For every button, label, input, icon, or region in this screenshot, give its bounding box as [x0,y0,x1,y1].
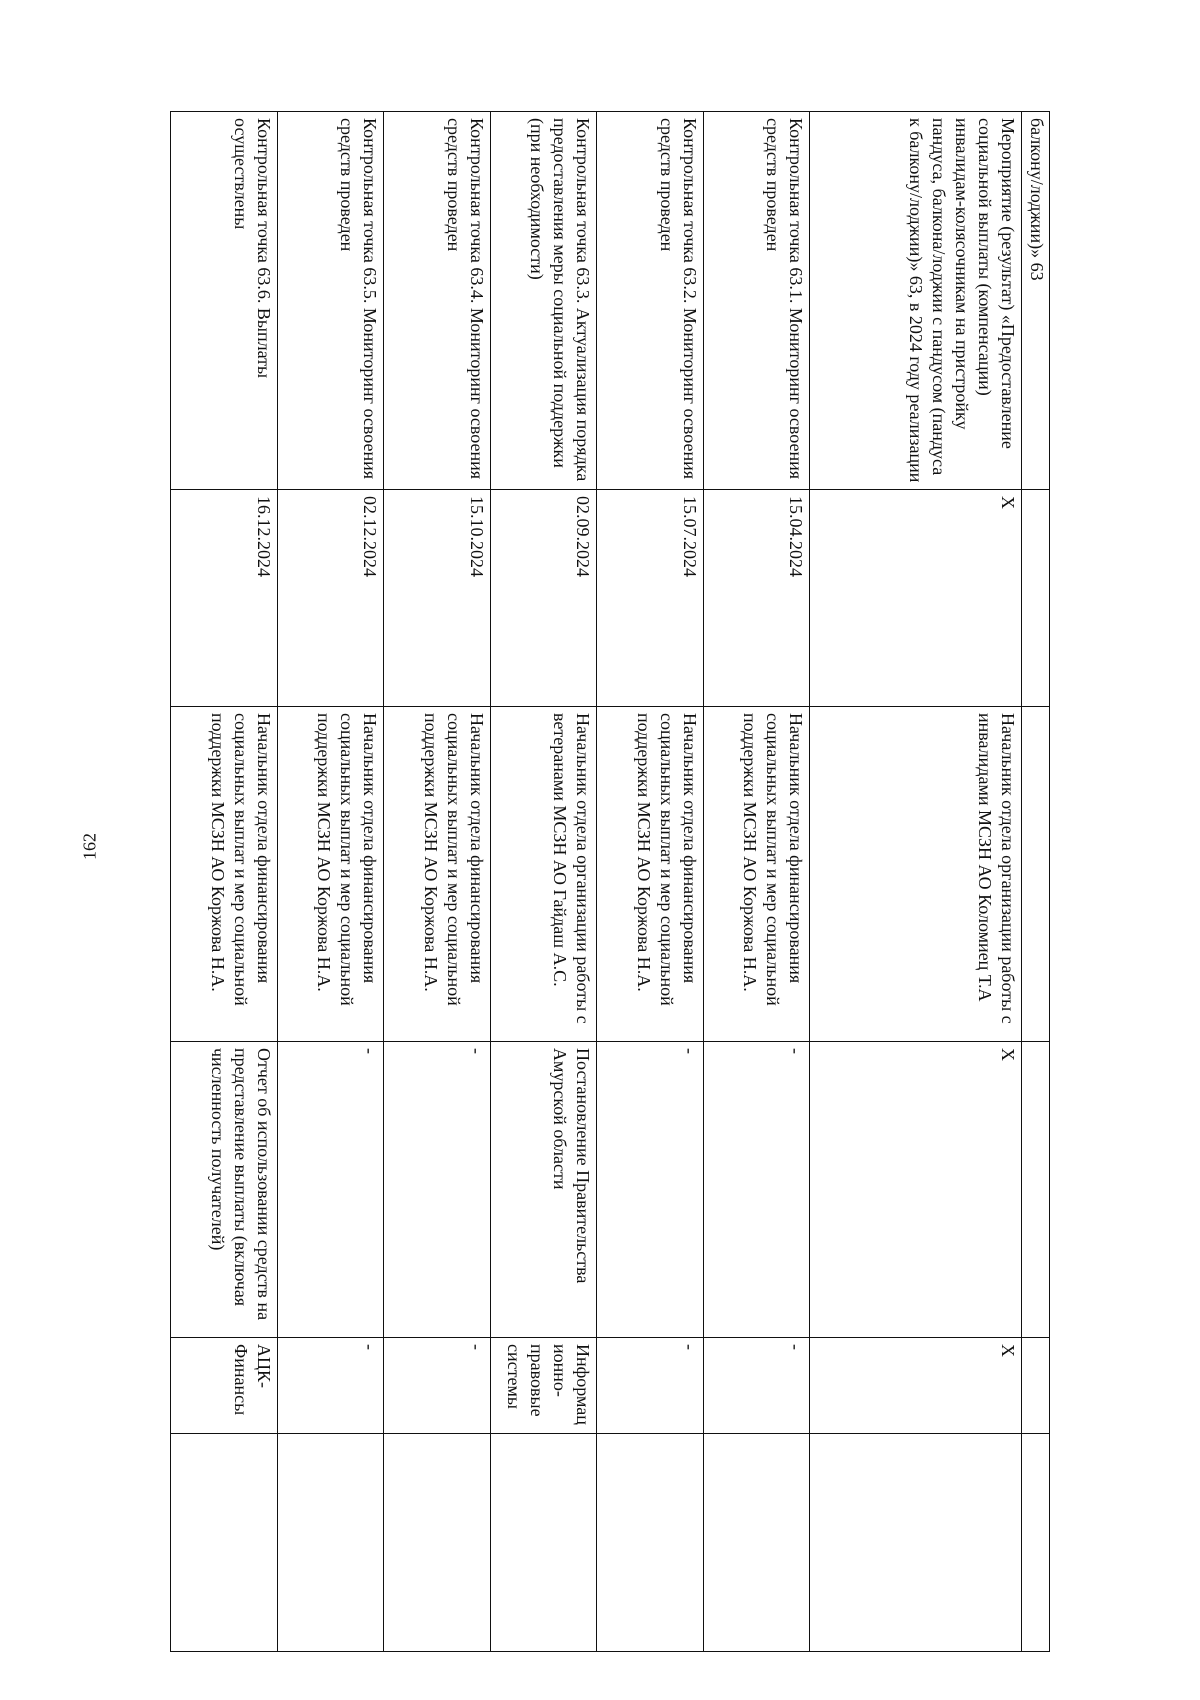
rotated-table-container [170,111,1050,1651]
info-system-cell: - [703,1338,810,1434]
document-cell: - [703,1042,810,1338]
empty-cell [1022,707,1050,1042]
info-system-cell: - [384,1338,491,1434]
info-system-cell: X [810,1338,1022,1434]
table-row [597,112,704,1652]
date-cell: 15.10.2024 [384,490,491,707]
table-row-header-fragment [1022,112,1050,1652]
empty-cell [277,1434,384,1652]
responsible-cell: Начальник отдела финансирования социальных выплат и мер социальной поддержки МСЗН АО Коржова Н.А. [171,707,278,1042]
responsible-cell: Начальник отдела организации работы с ветеранами МСЗН АО Гайдаш А.С. [490,707,597,1042]
responsible-cell: Начальник отдела организации работы с инвалидами МСЗН АО Коломиец Т.А [810,707,1022,1042]
item-cell: Контрольная точка 63.1. Мониторинг освоения средств проведен [703,112,810,490]
item-cell: Контрольная точка 63.4. Мониторинг освоения средств проведен [384,112,491,490]
empty-cell [1022,1042,1050,1338]
table-row [703,112,810,1652]
empty-cell [1022,1434,1050,1652]
responsible-cell: Начальник отдела финансирования социальных выплат и мер социальной поддержки МСЗН АО Коржова Н.А. [703,707,810,1042]
date-cell: 16.12.2024 [171,490,278,707]
info-system-cell: - [277,1338,384,1434]
item-cell: Контрольная точка 63.6. Выплаты осуществлены [171,112,278,490]
item-cell: Контрольная точка 63.3. Актуализация порядка предоставления меры социальной поддержки (при необходимости) [490,112,597,490]
info-system-cell: Информационно-правовые системы [490,1338,597,1434]
header-fragment-cell: балкону/лоджии)» 63 [1022,112,1050,490]
table-row [384,112,491,1652]
date-cell: 15.04.2024 [703,490,810,707]
date-cell: 02.09.2024 [490,490,597,707]
table-row [810,112,1022,1652]
empty-cell [384,1434,491,1652]
responsible-cell: Начальник отдела финансирования социальных выплат и мер социальной поддержки МСЗН АО Коржова Н.А. [384,707,491,1042]
empty-cell [810,1434,1022,1652]
date-cell: 02.12.2024 [277,490,384,707]
info-system-cell: - [597,1338,704,1434]
date-cell: X [810,490,1022,707]
info-system-cell: АЦК-Финансы [171,1338,278,1434]
control-points-table [170,111,1050,1652]
responsible-cell: Начальник отдела финансирования социальных выплат и мер социальной поддержки МСЗН АО Коржова Н.А. [277,707,384,1042]
table-row [277,112,384,1652]
document-cell: - [597,1042,704,1338]
document-cell: X [810,1042,1022,1338]
responsible-cell: Начальник отдела финансирования социальных выплат и мер социальной поддержки МСЗН АО Коржова Н.А. [597,707,704,1042]
page-number: 162 [79,833,100,860]
date-cell: 15.07.2024 [597,490,704,707]
empty-cell [490,1434,597,1652]
item-cell: Контрольная точка 63.5. Мониторинг освоения средств проведен [277,112,384,490]
document-cell: - [277,1042,384,1338]
item-cell: Мероприятие (результат) «Предоставление социальной выплаты (компенсации) инвалидам-колясочникам на пристройку пандуса, балкона/лоджии с пандусом (пандуса к балкону/лоджии)» 63, в 2024 году реализации [810,112,1022,490]
empty-cell [597,1434,704,1652]
document-cell: - [384,1042,491,1338]
empty-cell [171,1434,278,1652]
table-row [171,112,278,1652]
document-cell: Постановление Правительства Амурской области [490,1042,597,1338]
empty-cell [1022,1338,1050,1434]
empty-cell [1022,490,1050,707]
item-cell: Контрольная точка 63.2. Мониторинг освоения средств проведен [597,112,704,490]
empty-cell [703,1434,810,1652]
document-cell: Отчет об использовании средств на представление выплаты (включая численность получателей) [171,1042,278,1338]
table-row [490,112,597,1652]
